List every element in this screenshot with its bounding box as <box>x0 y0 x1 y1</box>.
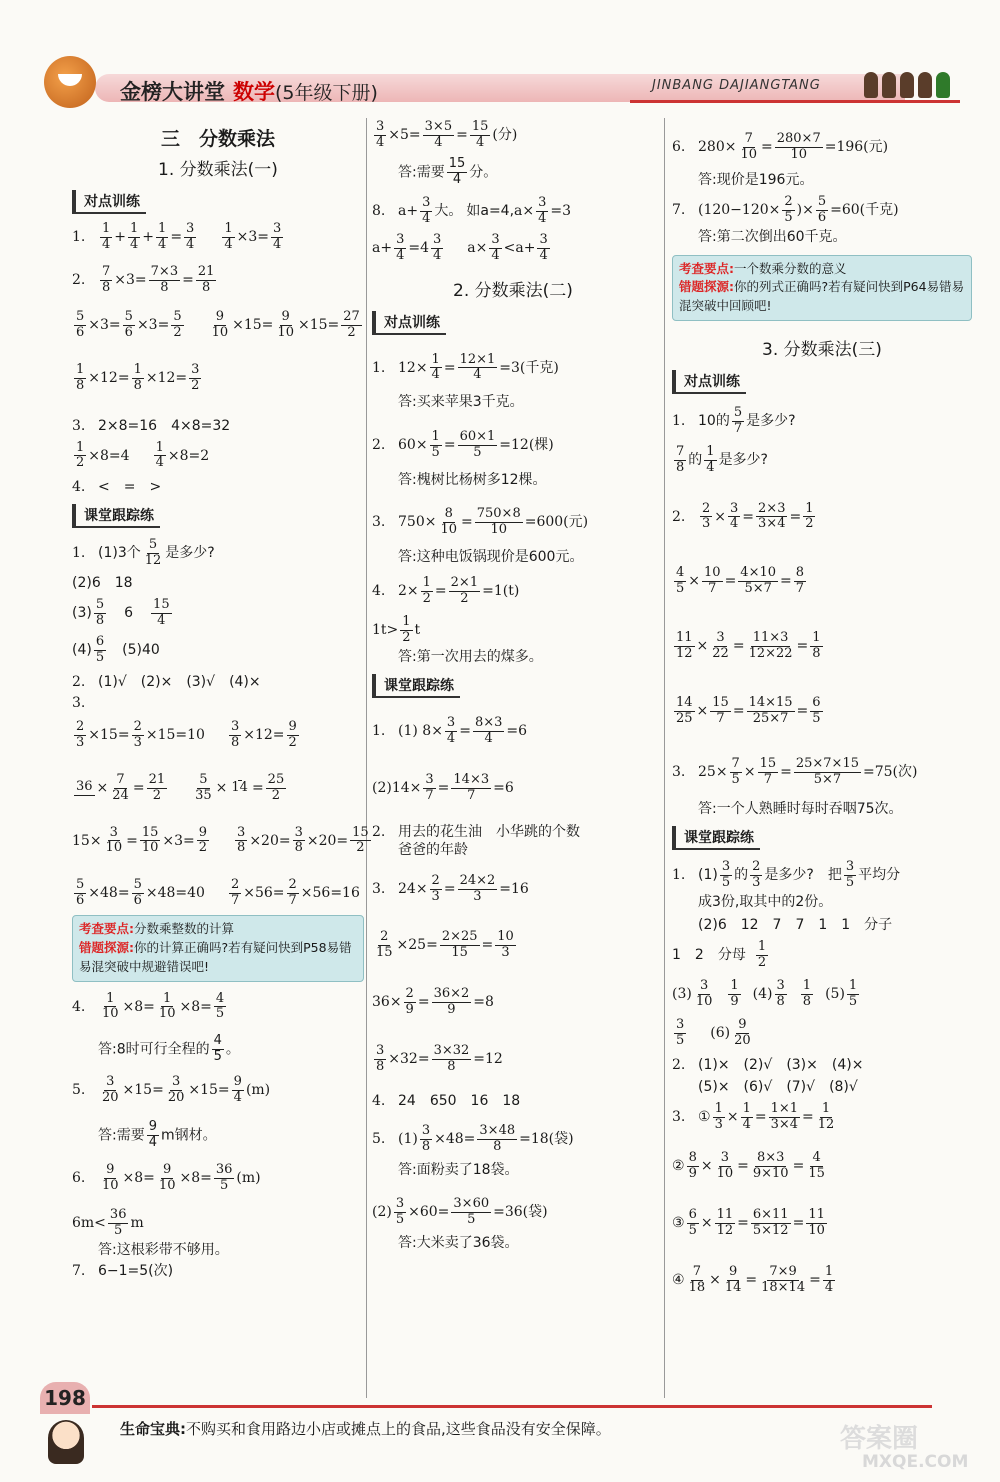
tip-keyword: 错题探源: <box>79 940 134 956</box>
answer-statement: (2)6 12 7 7 1 1 分子 <box>698 916 893 933</box>
question-number: 1. <box>72 229 86 246</box>
question-number: 5. <box>372 1131 386 1148</box>
answer-row <box>72 222 364 253</box>
question-number: 3. <box>672 764 686 781</box>
watermark: 答案圈 <box>840 1424 919 1454</box>
question-number: 7. <box>672 202 686 219</box>
watermark-url: MXQE.COM <box>862 1452 969 1472</box>
tip-box <box>72 915 364 981</box>
equation: 60× 1 5 = 60×1 5 =12(棵) <box>398 428 554 460</box>
question-number: 1. <box>372 723 386 740</box>
answer-statement: 答:面粉卖了18袋。 <box>398 1161 519 1178</box>
answer-row <box>72 1261 364 1282</box>
fox-mascot-icon <box>44 56 96 108</box>
question-number: 5. <box>72 1082 86 1099</box>
answer-text: 如a=4, <box>466 202 515 219</box>
equation: 6m< 36 5 m <box>72 1206 144 1238</box>
answer-text: (1)× (2)√ (3)× (4)× <box>698 1056 864 1073</box>
equation: 3 8 ×32= 3×32 8 =12 <box>376 1043 503 1075</box>
tip-box <box>672 255 972 321</box>
answer-row <box>72 416 364 437</box>
children-illustration-icon <box>860 54 958 104</box>
answer-row <box>372 615 654 646</box>
equation: 750× 8 10 = 750×8 10 =600(元) <box>398 506 589 537</box>
footer-text: 不购买和食用路边小店或摊点上的食品,这些食品没有安全保障。 <box>186 1420 611 1438</box>
answer-text: (5)40 <box>122 642 160 659</box>
girl-illustration-icon <box>48 1420 84 1464</box>
equation: 2 3 × 3 4 = 2×3 3×4 = 1 2 <box>702 500 814 532</box>
tip-keyword: 考查要点: <box>679 260 734 276</box>
subsection-title: 3. 分数乘法(三) <box>762 339 882 360</box>
answer-row <box>72 720 364 751</box>
column-2 <box>372 118 654 1255</box>
column-divider <box>366 118 367 1398</box>
equation: 3 8 ×20= 3 8 ×20= 15 2 <box>237 824 369 856</box>
series-english-name: JINBANG DAJIANGTANG <box>652 78 821 93</box>
answer-row <box>672 195 972 226</box>
question-number: 3. <box>72 417 86 434</box>
equation: 24× 2 3 = 24×2 3 =16 <box>398 872 529 904</box>
page-header <box>40 66 958 106</box>
answer-row <box>672 1151 972 1182</box>
equation: (5) 1 5 <box>825 977 858 1009</box>
question-number: 4. <box>372 583 386 600</box>
question-number: 2. <box>72 674 86 691</box>
equation: ① 1 3 × 1 4 = 1×1 3×4 = 1 12 <box>698 1100 835 1132</box>
question-number: 4. <box>372 1093 386 1110</box>
answer-row: (3) 5 8 6 15 4 <box>72 597 170 629</box>
equation: 5 6 ×3= 5 6 ×3= 5 2 <box>76 308 182 340</box>
question-number: 2. <box>372 436 386 453</box>
answer-statement: 成3份,取其中的2份。 <box>698 894 833 911</box>
answer-text: (1) <box>698 867 718 884</box>
question-number: 1. <box>672 867 686 884</box>
equation: 1 10 ×8= 1 10 ×8= 4 5 <box>102 990 225 1022</box>
equation: 1 4 ×8=2 <box>155 439 210 471</box>
answer-row <box>372 716 654 747</box>
tag-classroom: 课堂跟踪练 <box>372 674 460 698</box>
answer-text: 的 <box>734 867 749 884</box>
equation: 1 8 <box>802 977 812 1009</box>
answer-row <box>372 196 654 227</box>
answer-row <box>672 132 972 163</box>
equation: 14 25 × 15 7 = 14×15 25×7 = 6 5 <box>676 695 821 727</box>
column-1 <box>72 118 369 1282</box>
answer-row: 1. 10的 5 7 是多少? <box>672 404 796 436</box>
answer-statement: 答:第一次用去的煤多。 <box>398 649 543 666</box>
answer-statement: 答:大米卖了36袋。 <box>398 1235 519 1252</box>
answer-text: 2×8=16 4×8=32 <box>98 417 231 434</box>
equation: 280× 7 10 = 280×7 10 =196(元) <box>698 131 889 162</box>
answer-row <box>72 672 364 693</box>
equation: 5 6 ×48= 5 6 ×48=40 <box>76 877 205 909</box>
answer-statement: 答:这根彩带不够用。 <box>98 1241 229 1258</box>
tag-classroom: 课堂跟踪练 <box>672 826 760 850</box>
question-number: 8. <box>372 202 386 219</box>
answer-text: 6 <box>124 605 134 622</box>
answer-row: 1 2 分母 1 2 <box>672 938 767 970</box>
answer-text: (1)√ (2)× (3)√ (4)× <box>98 674 261 690</box>
equation: a× 3 4 =3 <box>514 194 572 226</box>
question-number: 4. <box>72 998 86 1015</box>
question-number: 3. <box>372 880 386 897</box>
answer-statement: 答:这种电饭锅现价是600元。 <box>398 548 584 565</box>
equation: 15× 3 10 = 15 10 ×3= 9 2 <box>72 824 208 856</box>
answer-row <box>672 1265 972 1296</box>
equation: ③ 6 5 × 11 12 = 6×11 5×12 = 11 10 <box>672 1206 825 1238</box>
tag-classroom: 课堂跟踪练 <box>72 504 160 528</box>
equation: 3 8 ×12= 9 2 <box>230 718 297 750</box>
answer-statement: 答:第二次倒出60千克。 <box>698 229 847 246</box>
equation: 2 15 ×25= 2×25 15 = 10 3 <box>376 929 514 961</box>
answer-statement: 答:槐树比杨树多12棵。 <box>398 471 547 488</box>
equation: 1 9 <box>730 977 739 1009</box>
equation: 1 4 ×3= 3 4 <box>224 221 282 252</box>
answer-text: 24 650 16 18 <box>398 1093 521 1110</box>
answer-row <box>672 502 972 533</box>
question-number: 1. <box>372 359 386 376</box>
equation: a+ 3 4 =4 3 4 <box>372 231 442 263</box>
equation: 3 20 ×15= 3 20 ×15= 9 4 (m) <box>102 1074 271 1106</box>
equation: (4) 3 8 <box>752 977 785 1009</box>
question-number: 4. <box>72 479 86 496</box>
answer-row <box>372 507 654 538</box>
equation: a+ 3 4 大。 <box>398 194 463 226</box>
answer-row <box>72 1075 364 1106</box>
answer-text: 是多少? <box>746 412 796 429</box>
answer-row <box>372 1124 654 1155</box>
tag-practice: 对点训练 <box>72 190 146 214</box>
answer-text: (1)3个 <box>98 545 141 562</box>
answer-statement: 答:8时可行全程的 $\frac{4}{5}$ 。 <box>98 1033 240 1065</box>
question-number: 2. <box>672 1056 686 1073</box>
answer-row <box>72 824 369 857</box>
answer-text: < = > <box>98 479 162 496</box>
answer-row <box>372 930 654 961</box>
column-3 <box>672 118 972 1295</box>
answer-statement: 答:需要 $\frac{15}{4}$ 分。 <box>398 155 498 187</box>
subject-name: 数学 <box>233 80 275 104</box>
book-title <box>120 76 378 106</box>
answer-text: (2)6 18 <box>72 575 133 592</box>
answer-row <box>672 979 972 1010</box>
answer-row <box>72 773 364 804</box>
equation: (2) 3 5 ×60= 3×60 5 =36(袋) <box>372 1196 548 1228</box>
subsection-title: 2. 分数乘法(二) <box>453 280 573 301</box>
answer-row <box>72 363 364 394</box>
answer-row <box>372 773 654 804</box>
equation: 2 3 ×15= 2 3 ×15=10 <box>76 718 205 750</box>
tag-practice: 对点训练 <box>372 311 446 335</box>
answer-row <box>372 120 654 151</box>
question-number: 2. <box>72 271 86 288</box>
answer-row <box>72 573 364 594</box>
answer-row <box>372 1044 654 1075</box>
answer-row <box>72 477 364 498</box>
equation: 36 × 7 24 = 21 2 <box>76 771 166 803</box>
equation: ② 8 9 × 3 10 = 8×3 9×10 = 4 15 <box>672 1149 825 1181</box>
answer-row <box>72 265 364 296</box>
answer-row <box>672 1102 972 1133</box>
grade-label: (5年级下册) <box>275 82 378 104</box>
answer-statement: 答:买来苹果3千克。 <box>398 394 524 411</box>
equation: 3 4 ×5= 3×5 4 = 15 4 (分) <box>376 119 518 150</box>
column-divider <box>664 118 665 1398</box>
answer-row <box>72 695 364 712</box>
answer-text: 10的 <box>698 412 730 429</box>
equation: (3) 3 10 <box>672 977 713 1009</box>
answer-text: 是多少? <box>165 545 215 562</box>
equation: 2× 1 2 = 2×1 2 =1(t) <box>398 575 520 607</box>
tip-text: 你的计算正确吗?若有疑问快到P58易错易混突破中规避错误吧! <box>79 940 352 974</box>
answer-text: 是多少? 把 <box>764 867 842 884</box>
question-number: 1. <box>672 412 686 429</box>
question-number: 6. <box>72 1170 86 1187</box>
series-name: 金榜大讲堂 <box>120 80 225 104</box>
answer-row <box>672 1208 972 1239</box>
answer-text: 1 2 分母 <box>672 946 746 963</box>
answer-text: 用去的花生油 小华跳的个数 <box>398 824 580 841</box>
answer-row <box>372 233 654 264</box>
answer-statement: (5)× (6)√ (7)√ (8)√ <box>698 1078 858 1095</box>
answer-row <box>372 1197 654 1228</box>
answer-row <box>372 987 654 1018</box>
tip-text: 一个数乘分数的意义 <box>734 260 847 276</box>
answer-row: 7 8 的 1 4 是多少? <box>676 443 768 475</box>
question-number: 7. <box>72 1263 86 1280</box>
answer-statement: 爸爸的年龄 <box>398 842 468 859</box>
answer-row <box>372 874 654 905</box>
subsection-title: 1. 分数乘法(一) <box>158 160 278 180</box>
question-number: 3. <box>372 514 386 531</box>
answer-row <box>72 310 364 341</box>
answer-row <box>72 1208 364 1239</box>
question-number: 3. <box>72 695 86 711</box>
tip-text: 你的列式正确吗?若有疑问快到P64易错易混突破中回顾吧! <box>679 279 965 314</box>
answer-row <box>72 1163 364 1194</box>
answer-row <box>672 631 972 662</box>
tip-keyword: 错题探源: <box>679 279 734 295</box>
answer-row <box>672 1055 972 1076</box>
question-number: 6. <box>672 139 686 156</box>
equation: 4 5 × 10 7 = 4×10 5×7 = 8 7 <box>676 565 805 597</box>
footer-note <box>120 1418 611 1439</box>
equation: (1) 3 8 ×48= 3×48 8 =18(袋) <box>398 1123 574 1155</box>
section-title: 三 分数乘法 <box>160 128 275 150</box>
answer-text: (4) <box>72 642 92 659</box>
answer-text: (3) <box>72 605 92 622</box>
equation: (2)14× 3 7 = 14×3 7 =6 <box>372 772 514 804</box>
answer-row: 1. (1) 3 5 的 2 3 是多少? 把 3 5 平均分 <box>672 859 901 891</box>
equation: 25× 7 5 × 15 7 = 25×7×15 5×7 =75(次) <box>698 756 918 787</box>
answer-row <box>72 878 364 909</box>
answer-row <box>672 1018 972 1049</box>
tag-practice: 对点训练 <box>672 370 746 394</box>
page-number: 198 <box>40 1382 90 1414</box>
answer-row <box>672 757 972 788</box>
equation: 1 8 ×12= 1 8 ×12= 3 2 <box>76 361 200 393</box>
equation: (1) 8× 3 4 = 8×3 4 =6 <box>398 715 528 747</box>
equation: 12× 1 4 = 12×1 4 =3(千克) <box>398 351 559 383</box>
equation: 7 8 ×3= 7×3 8 = 21 8 <box>102 263 215 295</box>
answer-text: 6−1=5(次) <box>98 1263 174 1280</box>
answer-row <box>72 992 364 1023</box>
answer-text: 平均分 <box>858 867 901 884</box>
equation: ④ 7 18 × 9 14 = 7×9 18×14 = 1 4 <box>672 1263 834 1295</box>
question-number: 2. <box>672 508 686 525</box>
answer-row <box>372 353 654 384</box>
footer-label: 生命宝典: <box>120 1420 186 1438</box>
equation: 1t> 1 2 t <box>372 614 421 646</box>
tip-text: 分数乘整数的计算 <box>134 921 235 937</box>
equation: 9 10 ×15= 9 10 ×15= 27 2 <box>211 308 360 340</box>
answer-statement: 答:一个人熟睡时每时吞咽75次。 <box>698 800 903 817</box>
footer-rule <box>92 1405 932 1408</box>
answer-row <box>672 566 972 597</box>
answer-row: (4) 6 5 (5)40 <box>72 634 160 666</box>
answer-text: 的 <box>688 451 703 468</box>
equation: 9 10 ×8= 9 10 ×8= 36 5 (m) <box>102 1162 261 1193</box>
answer-text: 是多少? <box>718 451 768 468</box>
equation: 2 7 ×56= 2 7 ×56=16 <box>230 877 360 909</box>
equation: 5 35 × 14 = 25 2 <box>195 771 285 803</box>
answer-row <box>672 696 972 727</box>
equation: 1 4 + 1 4 + 1 4 = 3 4 <box>102 221 195 252</box>
question-number: 3. <box>672 1109 686 1125</box>
equation: 36× 2 9 = 36×2 9 =8 <box>372 986 494 1018</box>
tip-keyword: 考查要点: <box>79 921 134 937</box>
question-number: 1. <box>72 545 86 562</box>
equation: (6) 9 20 <box>710 1016 751 1048</box>
question-number: 2. <box>372 824 386 841</box>
answer-statement: 答:现价是196元。 <box>698 171 814 188</box>
equation: (120−120× 2 5 )× 5 6 =60(千克) <box>698 194 899 226</box>
equation: 11 12 × 3 22 = 11×3 12×22 = 1 8 <box>676 630 821 662</box>
answer-row <box>72 441 364 472</box>
answer-row <box>372 430 654 461</box>
equation: a× 3 4 <a+ 3 4 <box>467 231 548 263</box>
answer-statement: 答:需要 $\frac{9}{4}$ m钢材。 <box>98 1119 217 1151</box>
answer-row <box>372 1091 654 1112</box>
answer-row <box>372 576 654 607</box>
equation: 1 2 ×8=4 <box>76 439 130 471</box>
equation: 3 5 <box>676 1016 685 1048</box>
answer-row: 1. (1)3个 5 12 是多少? <box>72 537 215 569</box>
